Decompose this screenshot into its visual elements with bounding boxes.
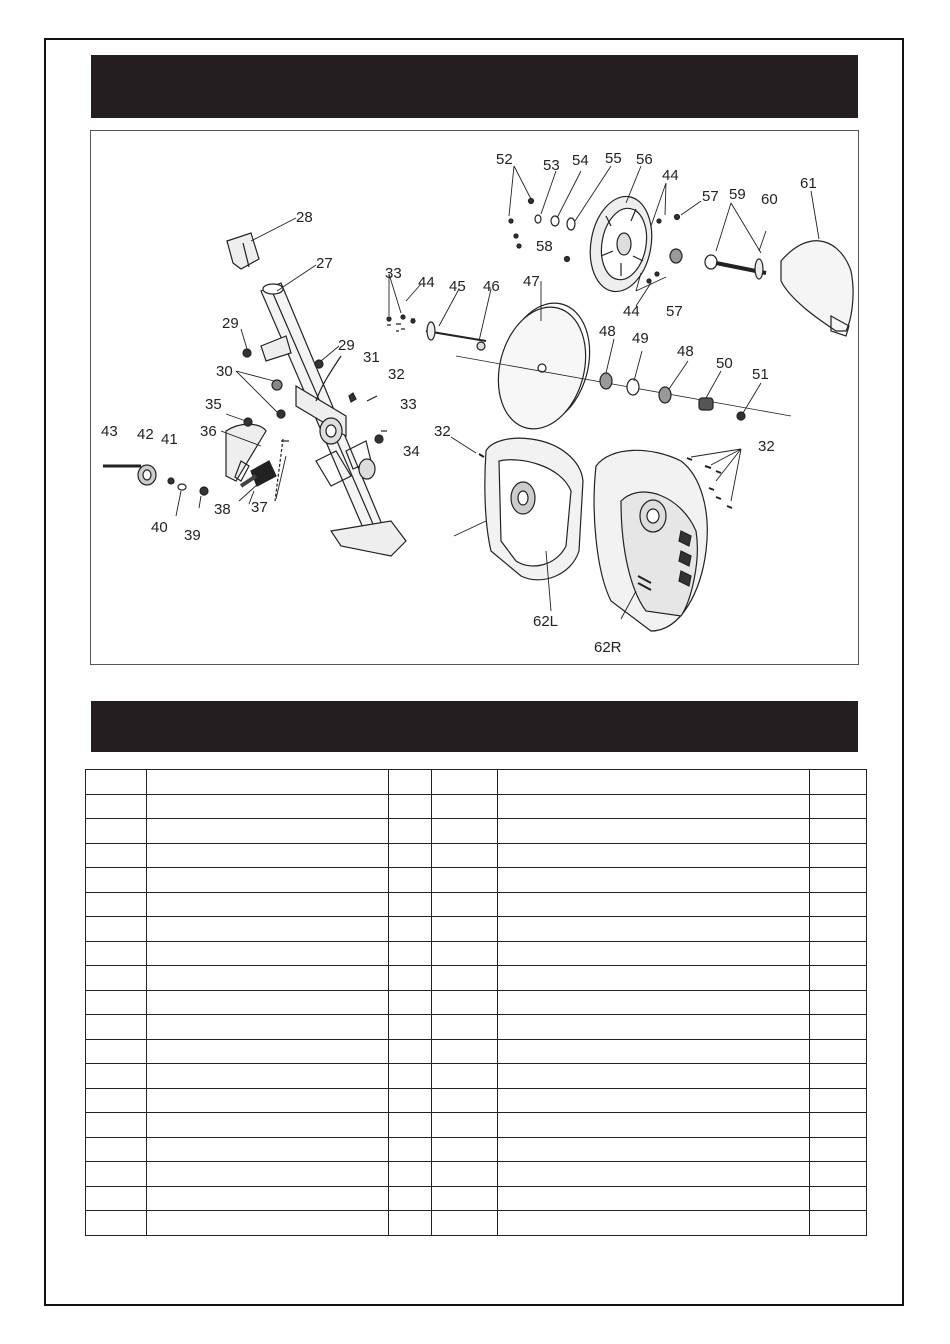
table-cell [810,1186,867,1211]
table-row [86,990,867,1015]
label-40: 40 [151,519,168,536]
table-cell [432,1162,498,1187]
table-cell [389,794,432,819]
label-34: 34 [403,443,420,460]
table-cell [389,941,432,966]
table-cell [498,966,810,991]
table-row [86,941,867,966]
table-cell [498,892,810,917]
parts-list-table [85,769,867,1236]
table-cell [432,843,498,868]
table-cell [86,794,147,819]
table-cell [389,770,432,795]
label-44-top: 44 [662,167,679,184]
table-row [86,1162,867,1187]
exploded-parts-diagram [90,130,859,665]
table-cell [498,1015,810,1040]
table-cell [86,1211,147,1236]
table-cell [498,1186,810,1211]
table-cell [147,1088,389,1113]
table-cell [498,1113,810,1138]
table-cell [389,819,432,844]
table-cell [810,1015,867,1040]
table-cell [432,1137,498,1162]
table-cell [86,770,147,795]
table-row [86,794,867,819]
parts-list-body [86,770,867,1236]
table-cell [432,1211,498,1236]
table-cell [498,1137,810,1162]
table-row [86,1186,867,1211]
table-cell [432,794,498,819]
table-row [86,1113,867,1138]
label-35: 35 [205,396,222,413]
label-56: 56 [636,151,653,168]
table-cell [389,1088,432,1113]
table-cell [432,1088,498,1113]
table-row [86,868,867,893]
table-cell [389,1137,432,1162]
table-cell [147,843,389,868]
table-cell [810,917,867,942]
label-48-b: 48 [677,343,694,360]
table-cell [147,941,389,966]
table-cell [389,892,432,917]
table-cell [810,843,867,868]
table-cell [86,1113,147,1138]
label-59: 59 [729,186,746,203]
table-cell [389,1015,432,1040]
label-48-a: 48 [599,323,616,340]
table-cell [147,794,389,819]
table-cell [498,794,810,819]
table-cell [810,819,867,844]
label-52: 52 [496,151,513,168]
table-cell [86,1015,147,1040]
table-cell [147,1211,389,1236]
table-cell [810,770,867,795]
table-cell [86,868,147,893]
table-cell [86,966,147,991]
table-cell [147,819,389,844]
table-cell [389,843,432,868]
table-cell [147,1137,389,1162]
table-cell [810,1211,867,1236]
table-cell [389,1113,432,1138]
label-46: 46 [483,278,500,295]
label-54: 54 [572,152,589,169]
table-row [86,843,867,868]
side-covers [479,438,732,631]
table-cell [810,1088,867,1113]
table-cell [432,770,498,795]
label-62L: 62L [533,613,559,630]
table-cell [810,966,867,991]
table-cell [810,1039,867,1064]
label-62R: 62R [594,639,622,656]
table-cell [86,917,147,942]
label-58: 58 [536,238,553,255]
table-cell [86,941,147,966]
label-38: 38 [214,501,231,518]
label-39: 39 [184,527,201,544]
table-cell [498,1162,810,1187]
label-57-top: 57 [702,188,719,205]
table-cell [147,1015,389,1040]
label-42: 42 [137,426,154,443]
table-cell [389,1064,432,1089]
table-cell [389,966,432,991]
table-row [86,770,867,795]
label-32-b: 32 [434,423,451,440]
table-cell [498,1088,810,1113]
label-60: 60 [761,191,778,208]
label-27: 27 [316,255,333,272]
table-cell [498,1211,810,1236]
label-28: 28 [296,209,313,226]
label-29-right: 29 [338,337,355,354]
table-cell [147,1162,389,1187]
label-32-c: 32 [758,438,775,455]
header-band [91,55,858,118]
label-41: 41 [161,431,178,448]
label-55: 55 [605,150,622,167]
table-cell [432,1064,498,1089]
table-cell [389,868,432,893]
table-cell [498,1064,810,1089]
table-cell [432,917,498,942]
label-53: 53 [543,157,560,174]
table-cell [810,1137,867,1162]
table-cell [147,770,389,795]
table-cell [498,917,810,942]
table-cell [810,990,867,1015]
table-cell [147,892,389,917]
table-cell [432,990,498,1015]
table-cell [810,1162,867,1187]
table-cell [147,1186,389,1211]
table-cell [432,941,498,966]
table-row [86,1015,867,1040]
table-cell [432,1186,498,1211]
table-row [86,892,867,917]
label-33-top: 33 [385,265,402,282]
table-cell [810,1064,867,1089]
table-cell [810,1113,867,1138]
table-cell [147,1064,389,1089]
table-cell [389,1039,432,1064]
label-29-left: 29 [222,315,239,332]
table-cell [389,917,432,942]
table-cell [810,794,867,819]
table-cell [498,770,810,795]
table-row [86,1064,867,1089]
label-33-b: 33 [400,396,417,413]
table-cell [86,1064,147,1089]
table-cell [810,892,867,917]
table-cell [86,1137,147,1162]
table-cell [86,843,147,868]
table-cell [86,1162,147,1187]
table-cell [86,1088,147,1113]
table-cell [86,1039,147,1064]
table-row [86,917,867,942]
table-cell [147,990,389,1015]
table-cell [147,917,389,942]
table-cell [147,1113,389,1138]
label-47: 47 [523,273,540,290]
table-cell [147,868,389,893]
diagram-drawing [91,131,858,664]
table-cell [86,892,147,917]
table-cell [498,819,810,844]
label-49: 49 [632,330,649,347]
label-45: 45 [449,278,466,295]
table-cell [432,819,498,844]
label-51: 51 [752,366,769,383]
table-cell [432,1039,498,1064]
table-cell [389,1186,432,1211]
table-cell [389,1162,432,1187]
table-row [86,966,867,991]
table-cell [810,868,867,893]
label-30: 30 [216,363,233,380]
table-cell [86,990,147,1015]
label-43: 43 [101,423,118,440]
table-cell [498,843,810,868]
label-61: 61 [800,175,817,192]
label-31: 31 [363,349,380,366]
table-cell [147,966,389,991]
table-cell [498,868,810,893]
table-cell [432,868,498,893]
table-cell [498,1039,810,1064]
label-50: 50 [716,355,733,372]
table-cell [389,990,432,1015]
table-cell [86,819,147,844]
table-cell [498,990,810,1015]
table-row [86,1039,867,1064]
table-row [86,1088,867,1113]
table-cell [147,1039,389,1064]
table-cell [86,1186,147,1211]
table-cell [498,941,810,966]
table-cell [432,1015,498,1040]
table-cell [432,966,498,991]
label-44-left: 44 [418,274,435,291]
table-cell [389,1211,432,1236]
label-37: 37 [251,499,268,516]
table-cell [810,941,867,966]
table-row [86,1211,867,1236]
label-44-mid: 44 [623,303,640,320]
label-57-mid: 57 [666,303,683,320]
parts-list-band [91,701,858,752]
table-cell [432,892,498,917]
table-cell [432,1113,498,1138]
label-32-a: 32 [388,366,405,383]
table-row [86,819,867,844]
label-36: 36 [200,423,217,440]
table-row [86,1137,867,1162]
